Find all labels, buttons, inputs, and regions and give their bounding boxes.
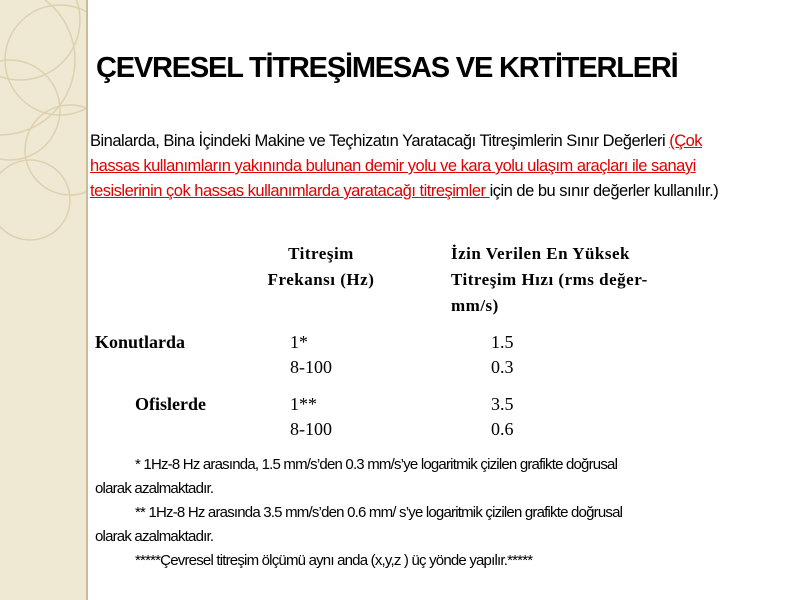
- row1-freq1: 1*: [290, 332, 308, 352]
- row1-freq: [290, 330, 332, 380]
- header-frequency-line2: Frekansı (Hz): [267, 270, 375, 289]
- intro-text-end: için de bu sınır değerler kullanılır.): [489, 182, 719, 200]
- header-speed: [451, 241, 703, 319]
- note1-line2: olarak azalmaktadır.: [95, 480, 214, 497]
- row2-speed2: 0.6: [491, 419, 514, 439]
- header-speed-line3: mm/s): [451, 296, 499, 315]
- row2-speed: [491, 392, 514, 442]
- row-label-konutlarda: Konutlarda: [95, 332, 186, 352]
- header-speed-line1: İzin Verilen En Yüksek: [451, 244, 630, 263]
- header-frequency-line1: Titreşim: [288, 244, 354, 263]
- decorative-side-panel: [0, 0, 86, 600]
- footnotes: [95, 453, 775, 573]
- row1-speed1: 1.5: [491, 332, 514, 352]
- note2-line2: olarak azalmaktadır.: [95, 528, 214, 545]
- row2-speed1: 3.5: [491, 394, 514, 414]
- row2-freq: [290, 392, 332, 442]
- panel-divider: [86, 0, 88, 600]
- row-label-ofislerde: Ofislerde: [135, 394, 206, 414]
- page-title: ÇEVRESEL TİTREŞİMESAS VE KRTİTERLERİ: [96, 52, 678, 84]
- row1-speed2: 0.3: [491, 357, 514, 377]
- intro-text: Binalarda, Bina İçindeki Makine ve Teçhizatın Yaratacağı Titreşimlerin Sınır Değerleri: [90, 132, 670, 150]
- intro-red-text: (Çok hassas kullanımların yakınında bulunan demir yolu ve kara yolu ulaşım araçları ile sanayi tesislerinin çok hassas kullanımlarda yaratacağı titreşimler: [90, 132, 703, 200]
- header-frequency: [246, 241, 396, 293]
- intro-paragraph: [90, 129, 740, 204]
- note2-line1: ** 1Hz-8 Hz arasında 3.5 mm/s’den 0.6 mm/ s’ye logaritmik çizilen grafikte doğrusal: [135, 504, 623, 521]
- decorative-circles: [0, 0, 86, 600]
- note1-line1: * 1Hz-8 Hz arasında, 1.5 mm/s’den 0.3 mm/s’ye logaritmik çizilen grafikte doğrusal: [135, 456, 618, 473]
- header-speed-line2: Titreşim Hızı (rms değer-: [451, 270, 648, 289]
- row1-freq2: 8-100: [290, 357, 332, 377]
- note3: *****Çevresel titreşim ölçümü aynı anda (x,y,z ) üç yönde yapılır.*****: [135, 552, 533, 569]
- row1-speed: [491, 330, 514, 380]
- row2-freq2: 8-100: [290, 419, 332, 439]
- row2-freq1: 1**: [290, 394, 317, 414]
